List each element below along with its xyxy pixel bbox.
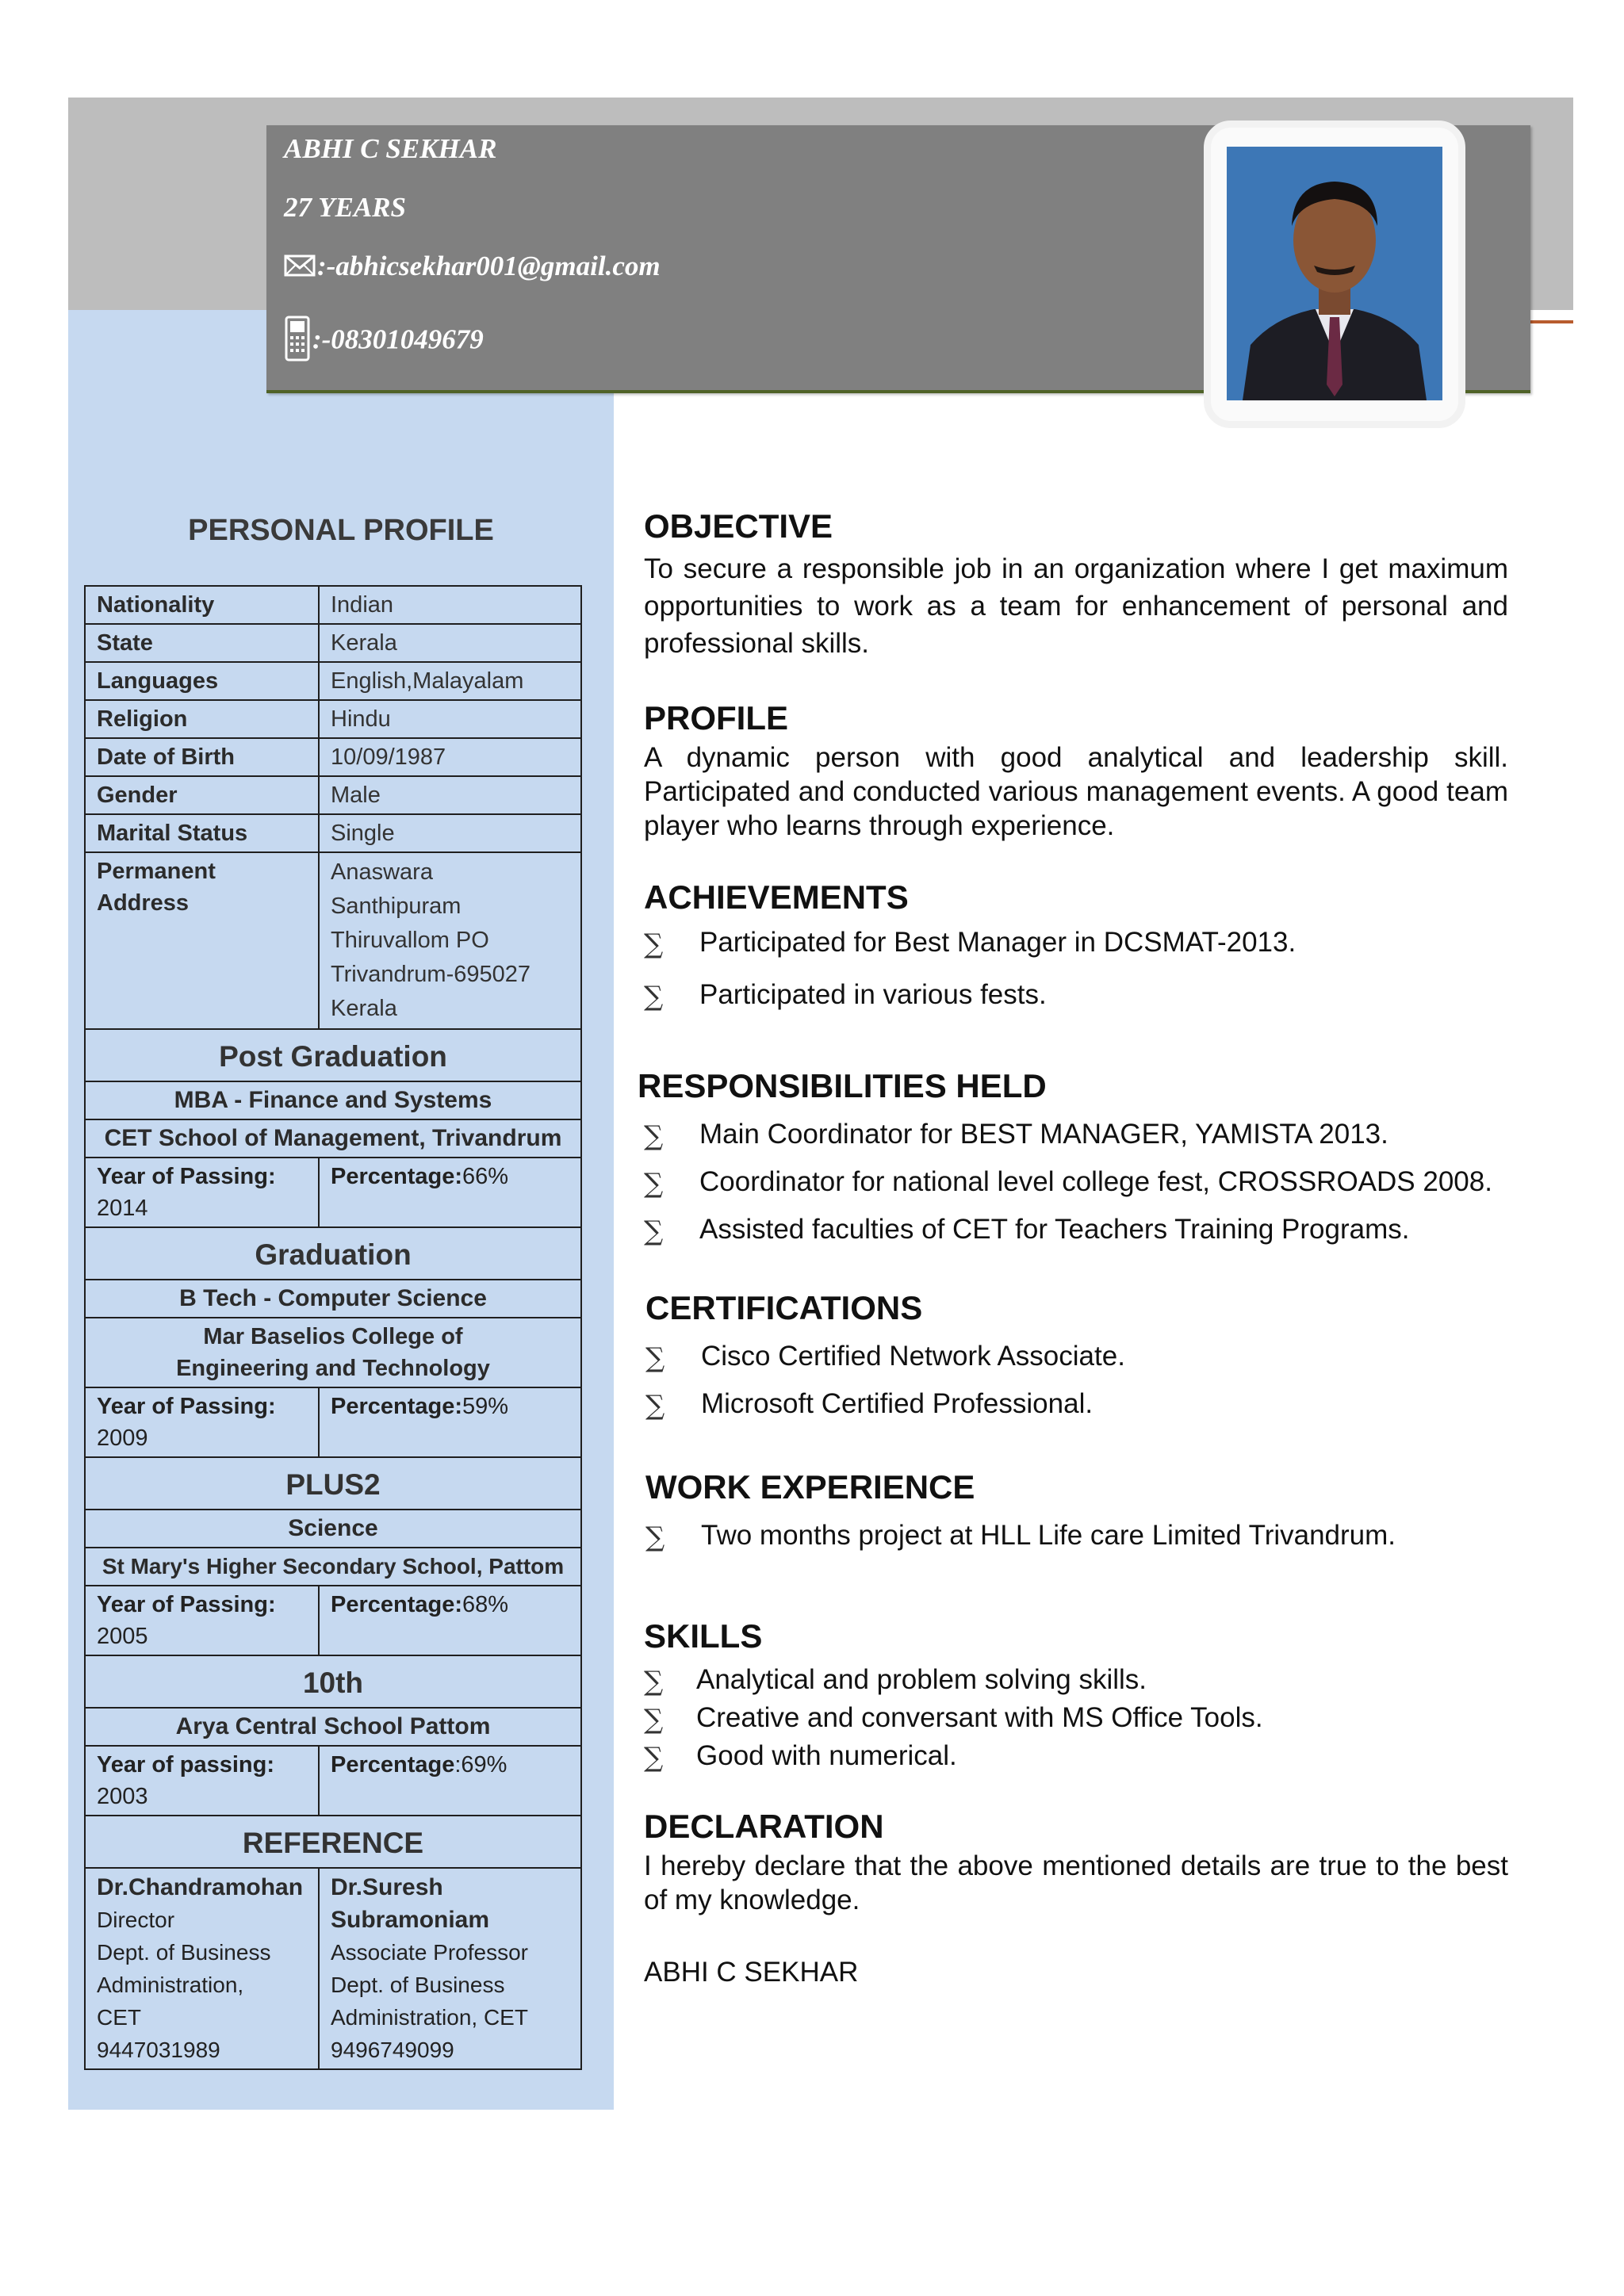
profile-text: A dynamic person with good analytical and leadership skill. Participated and conducted various management events. A good team player who learns through experience. (644, 742, 1508, 841)
grad-course: B Tech - Computer Science (85, 1280, 581, 1318)
table-row (85, 624, 581, 662)
bullet-icon: ∑ (644, 1215, 664, 1247)
certifications-title: CERTIFICATIONS (645, 1289, 923, 1326)
work-experience-title: WORK EXPERIENCE (645, 1468, 975, 1506)
pg-year: Year of Passing: 2014 (85, 1158, 319, 1227)
objective-title: OBJECTIVE (644, 507, 833, 545)
declaration-text: I hereby declare that the above mentioned details are true to the best of my knowledge. (644, 1850, 1508, 1915)
row-label: Gender (85, 776, 319, 814)
list-item: ∑ Good with numerical. (644, 1738, 1508, 1774)
grad-percentage: Percentage:59% (319, 1387, 581, 1457)
bullet-icon: ∑ (644, 1168, 664, 1200)
plus2-percentage: Percentage:68% (319, 1586, 581, 1655)
row-value: Male (319, 776, 581, 814)
profile-title: PROFILE (644, 699, 789, 737)
bullet-icon: ∑ (644, 1666, 664, 1697)
pg-course: MBA - Finance and Systems (85, 1081, 581, 1119)
plus2-year: Year of Passing: 2005 (85, 1586, 319, 1655)
email-line (284, 251, 661, 285)
tenth-year: Year of passing: 2003 (85, 1746, 319, 1816)
tenth-percentage: Percentage:69% (319, 1746, 581, 1816)
row-label: Religion (85, 700, 319, 738)
list-item: ∑ Creative and conversant with MS Office Tools. (644, 1700, 1508, 1736)
list-item: ∑ Microsoft Certified Professional. (645, 1386, 1510, 1422)
list-item: ∑ Participated in various fests. (644, 977, 1508, 1013)
table-row (85, 776, 581, 814)
achievements-section (644, 878, 1508, 1024)
responsibilities-title: RESPONSIBILITIES HELD (638, 1067, 1047, 1104)
plus2-course: Science (85, 1510, 581, 1548)
reference-right: Dr.Suresh Subramoniam Associate Professor Dept. of Business Administration, CET 9496749099 (319, 1868, 581, 2069)
list-item: ∑ Two months project at HLL Life care Limited Trivandrum. (645, 1517, 1510, 1554)
header-accent-line (1530, 320, 1573, 323)
reference-left: Dr.Chandramohan Director Dept. of Business Administration, CET 9447031989 (85, 1868, 319, 2069)
bullet-icon: ∑ (645, 1521, 665, 1553)
address-value: Anaswara Santhipuram Thiruvallom PO Trivandrum-695027 Kerala (319, 852, 581, 1029)
table-row (85, 738, 581, 776)
row-label: Nationality (85, 586, 319, 624)
row-value: Indian (319, 586, 581, 624)
section-plus2: PLUS2 (85, 1457, 581, 1510)
bullet-icon: ∑ (645, 1390, 665, 1422)
work-experience-section (645, 1468, 1510, 1565)
tenth-school: Arya Central School Pattom (85, 1708, 581, 1746)
bullet-icon: ∑ (645, 1342, 665, 1374)
profile-section (644, 699, 1508, 843)
table-row (85, 586, 581, 624)
objective-text: To secure a responsible job in an organization where I get maximum opportunities to work as a team for enhancement of personal and professional skills. (644, 553, 1508, 659)
row-label: Marital Status (85, 814, 319, 852)
list-item: ∑ Assisted faculties of CET for Teachers Training Programs. (644, 1211, 1557, 1248)
table-row (85, 814, 581, 852)
address-label: Permanent Address (85, 852, 319, 1029)
row-value: English,Malayalam (319, 662, 581, 700)
section-tenth: 10th (85, 1655, 581, 1708)
bullet-icon: ∑ (644, 928, 664, 960)
row-value: 10/09/1987 (319, 738, 581, 776)
bullet-icon: ∑ (644, 981, 664, 1012)
candidate-age: 27 YEARS (284, 192, 406, 223)
phone-line (284, 316, 484, 369)
skills-section (644, 1617, 1508, 1776)
candidate-name: ABHI C SEKHAR (284, 133, 497, 164)
row-label: State (85, 624, 319, 662)
grad-year: Year of Passing: 2009 (85, 1387, 319, 1457)
row-label: Date of Birth (85, 738, 319, 776)
list-item: ∑ Cisco Certified Network Associate. (645, 1338, 1510, 1375)
personal-profile-title: PERSONAL PROFILE (188, 514, 494, 547)
certifications-section (645, 1289, 1510, 1433)
table-row (85, 852, 581, 1029)
table-row (85, 1586, 581, 1655)
row-value: Kerala (319, 624, 581, 662)
phone-icon (284, 316, 311, 369)
envelope-icon (284, 253, 316, 285)
table-row (85, 1746, 581, 1816)
grad-school: Mar Baselios College of Engineering and Technology (85, 1318, 581, 1387)
row-value: Single (319, 814, 581, 852)
pg-school: CET School of Management, Trivandrum (85, 1119, 581, 1158)
profile-photo (1227, 147, 1442, 400)
list-item: ∑ Participated for Best Manager in DCSMAT-2013. (644, 924, 1508, 961)
achievements-title: ACHIEVEMENTS (644, 878, 909, 916)
pg-percentage: Percentage:66% (319, 1158, 581, 1227)
personal-profile-table (84, 585, 582, 2070)
signature-name: ABHI C SEKHAR (644, 1957, 859, 1988)
declaration-section (644, 1808, 1508, 1991)
list-item: ∑ Analytical and problem solving skills. (644, 1662, 1508, 1698)
bullet-icon: ∑ (644, 1120, 664, 1152)
table-row (85, 700, 581, 738)
list-item: ∑ Coordinator for national level college fest, CROSSROADS 2008. (644, 1164, 1557, 1200)
email-text: :-abhicsekhar001@gmail.com (317, 251, 661, 281)
bullet-icon: ∑ (644, 1742, 664, 1774)
section-graduation: Graduation (85, 1227, 581, 1280)
skills-title: SKILLS (644, 1617, 763, 1655)
table-row (85, 1387, 581, 1457)
declaration-title: DECLARATION (644, 1808, 884, 1845)
table-row (85, 1868, 581, 2069)
objective-section (644, 507, 1508, 662)
row-label: Languages (85, 662, 319, 700)
section-post-graduation: Post Graduation (85, 1029, 581, 1081)
phone-text: :-08301049679 (312, 323, 484, 355)
row-value: Hindu (319, 700, 581, 738)
profile-photo-frame (1204, 121, 1465, 428)
section-reference: REFERENCE (85, 1816, 581, 1868)
plus2-school: St Mary's Higher Secondary School, Pattom (85, 1548, 581, 1586)
table-row (85, 662, 581, 700)
responsibilities-section (638, 1067, 1557, 1259)
list-item: ∑ Main Coordinator for BEST MANAGER, YAMISTA 2013. (644, 1116, 1557, 1153)
table-row (85, 1158, 581, 1227)
bullet-icon: ∑ (644, 1704, 664, 1735)
